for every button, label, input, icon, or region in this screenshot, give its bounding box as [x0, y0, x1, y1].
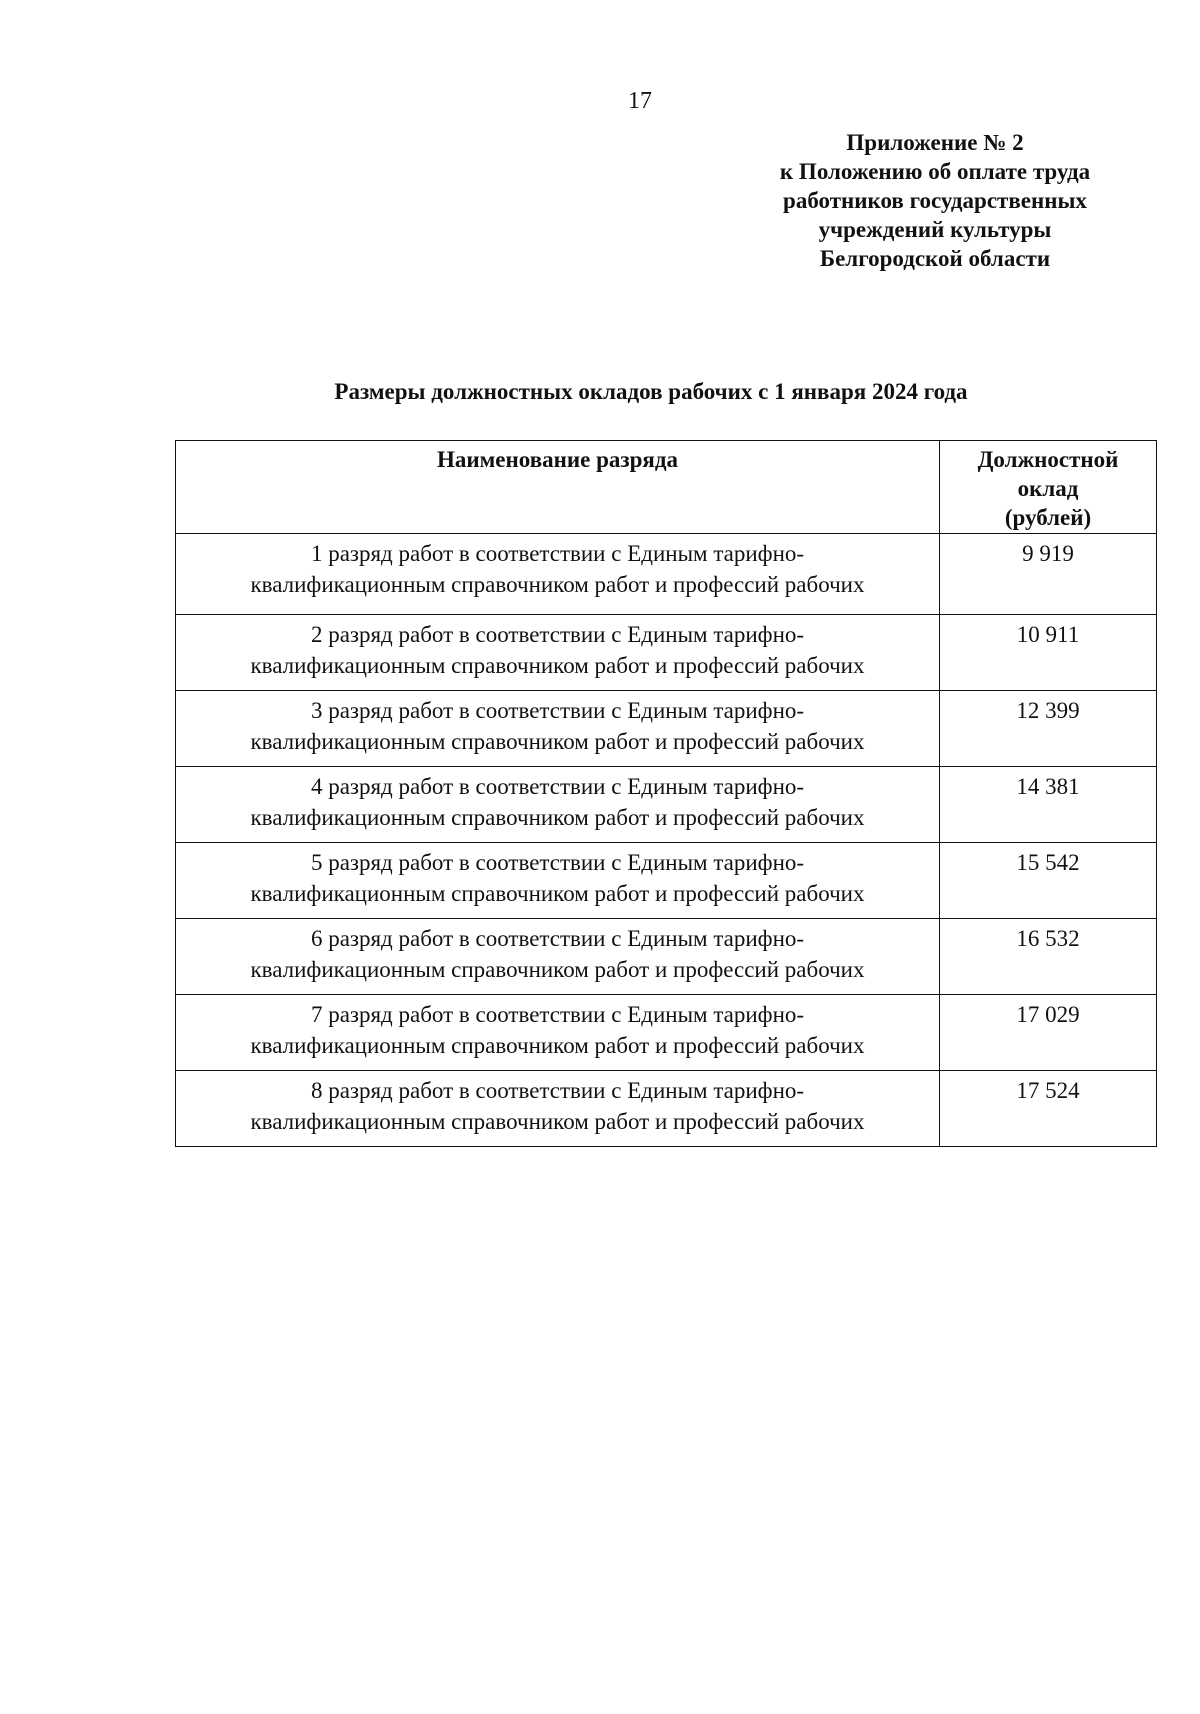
grade-name-cell [176, 691, 940, 767]
header-salary-line: Должностной [977, 447, 1119, 472]
page-number: 17 [628, 88, 652, 114]
grade-name-line: 3 разряд работ в соответствии с Единым тарифно- [310, 698, 805, 723]
salary-cell: 15 542 [940, 843, 1157, 919]
grade-name-line: квалификационным справочником работ и профессий рабочих [250, 881, 865, 906]
grade-name-cell [176, 1071, 940, 1147]
appendix-line: Белгородской области [819, 246, 1051, 271]
grade-name-line: квалификационным справочником работ и профессий рабочих [250, 1109, 865, 1134]
salary-cell: 17 524 [940, 1071, 1157, 1147]
table-row [176, 1071, 1157, 1147]
grade-name-cell [176, 615, 940, 691]
grade-name-cell [176, 919, 940, 995]
grade-name-line: квалификационным справочником работ и профессий рабочих [250, 805, 865, 830]
grade-name-line: квалификационным справочником работ и профессий рабочих [250, 957, 865, 982]
salary-cell: 12 399 [940, 691, 1157, 767]
appendix-heading [720, 128, 1150, 273]
header-name-column: Наименование разряда [176, 441, 940, 534]
document-title: Размеры должностных окладов рабочих с 1 января 2024 года [334, 379, 968, 404]
table-row [176, 691, 1157, 767]
salary-cell: 16 532 [940, 919, 1157, 995]
grade-name-line: квалификационным справочником работ и профессий рабочих [250, 1033, 865, 1058]
grade-name-cell [176, 995, 940, 1071]
salary-table [175, 440, 1157, 1147]
salary-cell: 10 911 [940, 615, 1157, 691]
grade-name-cell [176, 767, 940, 843]
grade-name-line: 4 разряд работ в соответствии с Единым тарифно- [310, 774, 805, 799]
header-salary-line: оклад [1017, 476, 1079, 501]
grade-name-line: квалификационным справочником работ и профессий рабочих [250, 729, 865, 754]
grade-name-cell [176, 534, 940, 615]
table-row [176, 995, 1157, 1071]
salary-cell: 17 029 [940, 995, 1157, 1071]
grade-name-line: 1 разряд работ в соответствии с Единым тарифно- [310, 541, 805, 566]
grade-name-line: 5 разряд работ в соответствии с Единым тарифно- [310, 850, 805, 875]
header-salary-line: (рублей) [1004, 505, 1092, 530]
grade-name-line: 6 разряд работ в соответствии с Единым тарифно- [310, 926, 805, 951]
grade-name-line: 7 разряд работ в соответствии с Единым тарифно- [310, 1002, 805, 1027]
salary-cell: 9 919 [940, 534, 1157, 615]
grade-name-cell [176, 843, 940, 919]
appendix-line: учреждений культуры [818, 217, 1052, 242]
grade-name-line: 8 разряд работ в соответствии с Единым тарифно- [310, 1078, 805, 1103]
grade-name-line: квалификационным справочником работ и профессий рабочих [250, 572, 865, 597]
appendix-line: Приложение № 2 [846, 130, 1024, 155]
appendix-line: к Положению об оплате труда [779, 159, 1091, 184]
table-row [176, 534, 1157, 615]
appendix-line: работников государственных [783, 188, 1087, 213]
grade-name-line: 2 разряд работ в соответствии с Единым тарифно- [310, 622, 805, 647]
table-row [176, 615, 1157, 691]
table-header-row [176, 441, 1157, 534]
table-row [176, 919, 1157, 995]
header-salary-column [940, 441, 1157, 534]
table-row [176, 767, 1157, 843]
salary-cell: 14 381 [940, 767, 1157, 843]
grade-name-line: квалификационным справочником работ и профессий рабочих [250, 653, 865, 678]
table-row [176, 843, 1157, 919]
